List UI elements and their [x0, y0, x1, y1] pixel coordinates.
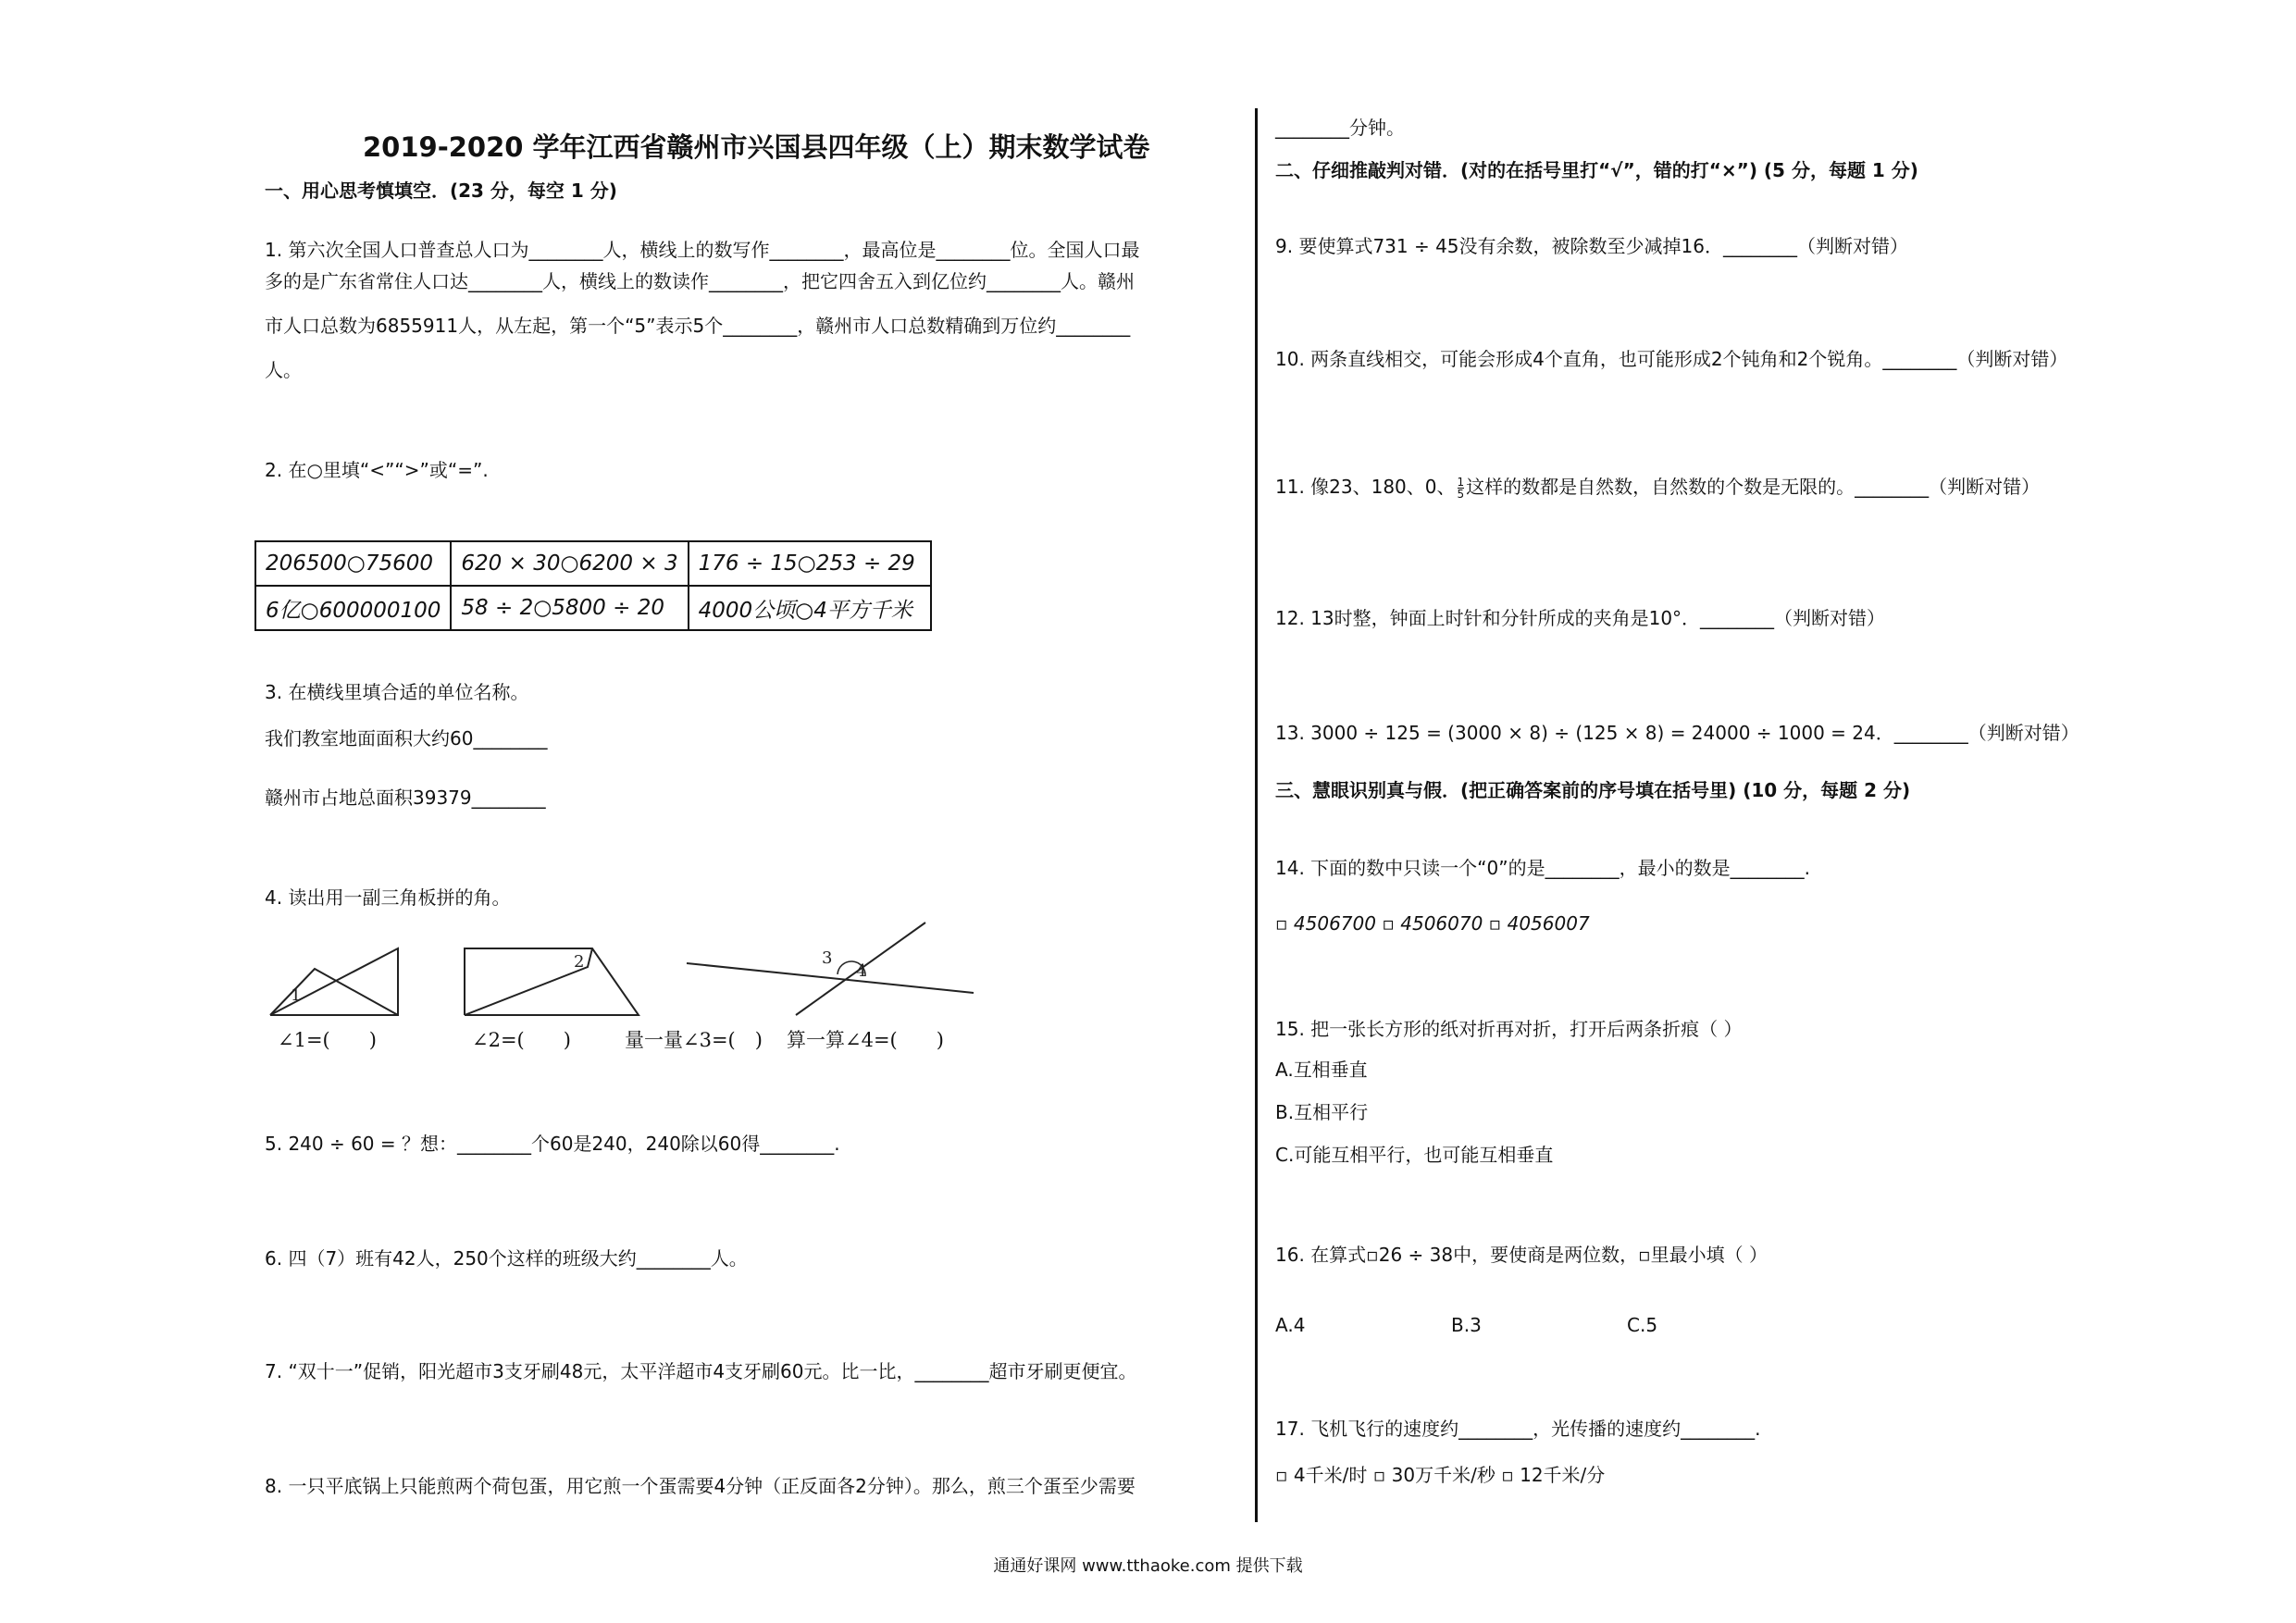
angle-mark-4: 4 — [856, 961, 867, 981]
table-cell: 58 ÷ 2○5800 ÷ 20 — [451, 586, 688, 630]
angle-figures — [259, 911, 999, 1022]
q13: 13. 3000 ÷ 125 = (3000 × 8) ÷ (125 × 8) = 24000 ÷ 1000 = 24．________（判断对错） — [1275, 722, 2079, 744]
q16-option-b: B.3 — [1451, 1314, 1482, 1336]
table-row — [255, 586, 931, 630]
angle-mark-3: 3 — [822, 948, 833, 968]
q7: 7. “双十一”促销，阳光超市3支牙刷48元，太平洋超市4支牙刷60元。比一比，________超市牙刷更便宜。 — [265, 1360, 1137, 1382]
q5: 5. 240 ÷ 60 = ？想：________个60是240，240除以60得________. — [265, 1133, 840, 1155]
q16-option-c: C.5 — [1627, 1314, 1658, 1336]
table-cell: 620 × 30○6200 × 3 — [451, 541, 688, 586]
table-cell: 176 ÷ 15○253 ÷ 29 — [689, 541, 931, 586]
q8: 8. 一只平底锅上只能煎两个荷包蛋，用它煎一个蛋需要4分钟（正反面各2分钟）。那么，煎三个蛋至少需要 — [265, 1475, 1136, 1497]
q11-suffix: 这样的数都是自然数，自然数的个数是无限的。________（判断对错） — [1466, 476, 2041, 498]
angle-mark-1: 1 — [291, 985, 302, 1005]
q9: 9. 要使算式731 ÷ 45没有余数，被除数至少减掉16．________（判断对错） — [1275, 235, 1908, 257]
angle-label-1: ∠1=( ) — [278, 1029, 377, 1051]
q14-options: ▫ 4506700 ▫ 4506070 ▫ 4056007 — [1275, 912, 1590, 935]
fraction — [1458, 477, 1465, 500]
q12: 12. 13时整，钟面上时针和分针所成的夹角是10°．________（判断对错） — [1275, 607, 1886, 629]
triangle-figure-1b — [270, 969, 398, 1015]
q2-prompt: 2. 在○里填“<”“>”或“=”. — [265, 459, 489, 481]
section-1-heading: 一、用心思考慎填空．(23 分，每空 1 分) — [265, 180, 617, 202]
q15-option-c: C.可能互相平行，也可能互相垂直 — [1275, 1144, 1554, 1166]
q6: 6. 四（7）班有42人，250个这样的班级大约________人。 — [265, 1247, 748, 1270]
q8-continued: ________分钟。 — [1275, 117, 1405, 139]
q1-line-2: 多的是广东省常住人口达________人，横线上的数读作________，把它四舍五入到亿位约________人。赣州 — [265, 270, 1135, 292]
angle-label-4: 算一算∠4=( ) — [787, 1029, 944, 1051]
angle-label-2: ∠2=( ) — [472, 1029, 571, 1051]
section-2-heading: 二、仔细推敲判对错．(对的在括号里打“√”，错的打“×”) (5 分，每题 1 分) — [1275, 159, 1918, 181]
table-cell: 4000公顷○4平方千米 — [689, 586, 931, 630]
q11-prefix: 11. 像23、180、0、 — [1275, 476, 1456, 498]
q3-item-b: 赣州市占地总面积39379________ — [265, 787, 546, 809]
fraction-denominator: 5 — [1457, 488, 1465, 501]
q17: 17. 飞机飞行的速度约________，光传播的速度约________. — [1275, 1418, 1761, 1440]
q1-line-3: 市人口总数为6855911人，从左起，第一个“5”表示5个________，赣州市人口总数精确到万位约________ — [265, 315, 1131, 337]
column-divider — [1255, 108, 1258, 1522]
q16-option-a: A.4 — [1275, 1314, 1306, 1336]
q3-prompt: 3. 在横线里填合适的单位名称。 — [265, 681, 529, 703]
table-row — [255, 541, 931, 586]
q1-line-1: 1. 第六次全国人口普查总人口为________人，横线上的数写作________，最高位是________位。全国人口最 — [265, 239, 1140, 261]
q1-line-4: 人。 — [265, 359, 302, 381]
angle-mark-2: 2 — [574, 952, 585, 972]
q10: 10. 两条直线相交，可能会形成4个直角，也可能形成2个钝角和2个锐角。________（判断对错） — [1275, 348, 2068, 370]
fraction-numerator: 1 — [1457, 476, 1465, 489]
angle-label-3: 量一量∠3=( ) — [625, 1029, 763, 1051]
comparison-table — [254, 540, 932, 631]
q15-option-b: B.互相平行 — [1275, 1101, 1369, 1123]
table-cell: 206500○75600 — [255, 541, 451, 586]
q11 — [1275, 472, 2040, 500]
q14: 14. 下面的数中只读一个“0”的是________，最小的数是________. — [1275, 857, 1810, 879]
table-cell: 6亿○600000100 — [255, 586, 451, 630]
q3-item-a: 我们教室地面面积大约60________ — [265, 727, 548, 750]
q16: 16. 在算式▫26 ÷ 38中，要使商是两位数，▫里最小填（ ） — [1275, 1244, 1769, 1266]
page-title: 2019-2020 学年江西省赣州市兴国县四年级（上）期末数学试卷 — [363, 131, 1150, 163]
q15: 15. 把一张长方形的纸对折再对折，打开后两条折痕（ ） — [1275, 1018, 1743, 1040]
section-3-heading: 三、慧眼识别真与假．(把正确答案前的序号填在括号里) (10 分，每题 2 分) — [1275, 779, 1911, 801]
q15-option-a: A.互相垂直 — [1275, 1059, 1368, 1081]
q17-options: ▫ 4千米/时 ▫ 30万千米/秒 ▫ 12千米/分 — [1275, 1464, 1606, 1486]
q4-prompt: 4. 读出用一副三角板拼的角。 — [265, 886, 511, 909]
page-footer: 通通好课网 www.tthaoke.com 提供下载 — [993, 1556, 1303, 1576]
